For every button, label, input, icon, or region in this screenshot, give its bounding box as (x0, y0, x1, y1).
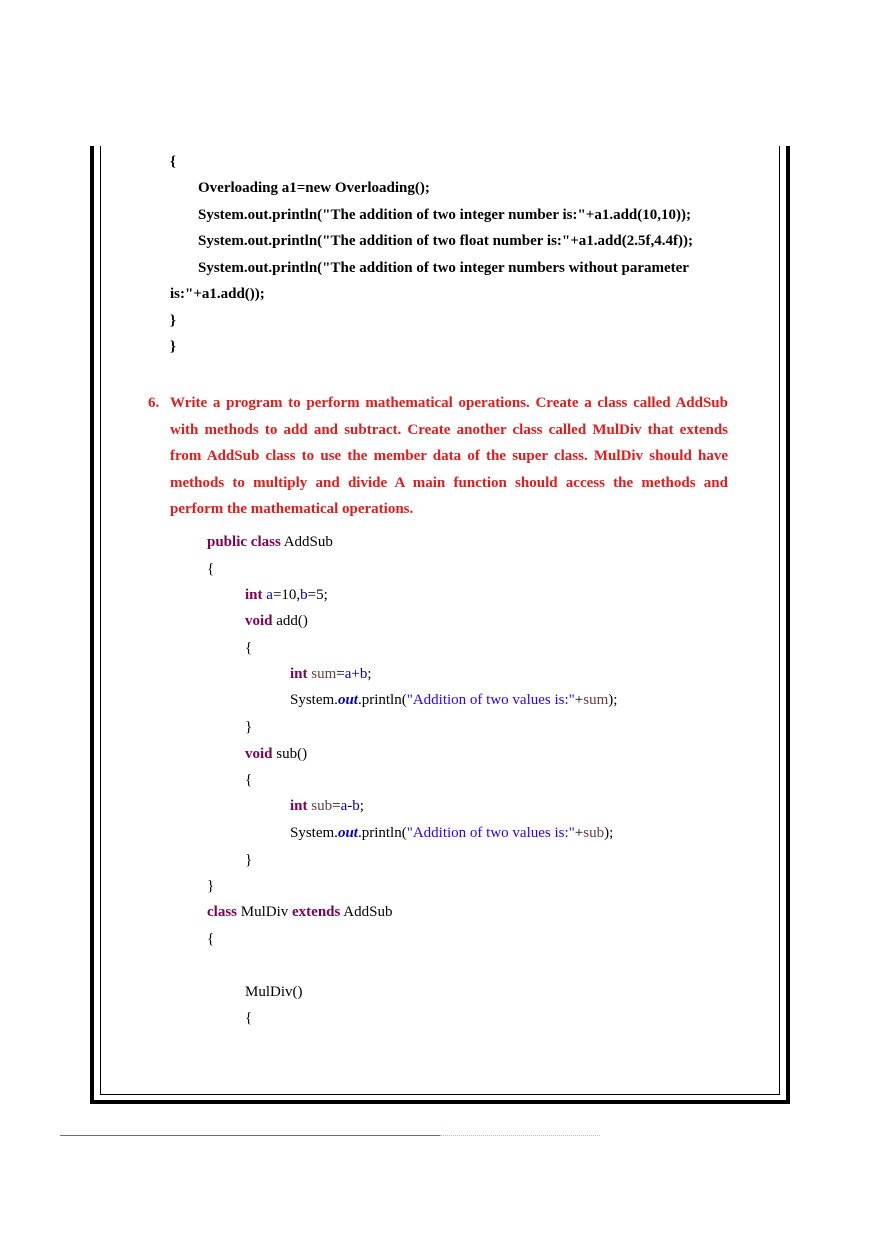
code-token: + (574, 692, 584, 708)
code-line: System.out.println("The addition of two integer numbers without parameter (198, 260, 689, 276)
code-token: .println( (357, 825, 407, 841)
field-name: b (300, 587, 308, 603)
string-literal: "Addition of two values is:" (406, 692, 575, 708)
keyword: class (207, 904, 237, 920)
variable-name: sub (583, 825, 605, 841)
code-line-sub-method (245, 745, 307, 763)
keyword: int (290, 666, 308, 682)
code-token: + (351, 666, 360, 682)
keyword: extends (292, 904, 341, 920)
code-token: - (347, 798, 353, 814)
code-line-class-addsub (207, 533, 333, 551)
code-line-class-muldiv (207, 903, 392, 921)
code-line: } (245, 852, 253, 868)
code-token: =10, (272, 587, 301, 603)
code-line-sub (290, 797, 364, 815)
code-line: System.out.println("The addition of two float number is:"+a1.add(2.5f,4.4f)); (198, 233, 693, 249)
field-name: b (352, 798, 360, 814)
keyword: public (207, 534, 248, 550)
field-name: a (340, 798, 348, 814)
method-name: sub() (276, 746, 308, 762)
code-token: ; (367, 666, 372, 682)
code-token: System. (290, 692, 338, 708)
code-line: Overloading a1=new Overloading(); (198, 180, 430, 196)
code-line: is:"+a1.add()); (170, 286, 265, 302)
keyword: int (245, 587, 263, 603)
code-token: System. (290, 825, 338, 841)
code-token: = (332, 798, 341, 814)
code-line: } (170, 313, 176, 329)
code-line: } (170, 339, 176, 355)
field-name: b (359, 666, 368, 682)
field-name: a (344, 666, 352, 682)
code-token: =5; (307, 587, 328, 603)
out-field: out (337, 825, 358, 841)
code-token: ); (604, 825, 614, 841)
method-name: add() (276, 613, 308, 629)
code-line-fields (245, 586, 328, 604)
code-line: { (245, 1010, 253, 1026)
class-name: MulDiv (240, 904, 289, 920)
keyword: class (250, 534, 281, 550)
code-token: ; (359, 798, 364, 814)
code-line: { (170, 154, 176, 170)
code-line-println-sum (290, 691, 617, 709)
code-token: .println( (357, 692, 407, 708)
code-token: + (574, 825, 584, 841)
keyword: void (245, 613, 273, 629)
variable-name: sum (311, 666, 337, 682)
code-line-constructor: MulDiv() (245, 984, 303, 1000)
footer-rule (60, 1135, 440, 1136)
question-number: 6. (148, 395, 160, 411)
class-name: AddSub (343, 904, 393, 920)
string-literal: "Addition of two values is:" (406, 825, 575, 841)
code-line: } (207, 878, 215, 894)
out-field: out (337, 692, 358, 708)
code-line-add-method (245, 612, 308, 630)
question-text: Write a program to perform mathematical operations. Create a class called AddSub with methods to add and subtract. Create another class called MulDiv that extends from AddSub class to use the member data of the super class. MulDiv should have methods to multiply and divide A main function should access the methods and perform the mathematical operations. (170, 395, 728, 517)
variable-name: sub (311, 798, 333, 814)
code-line: } (245, 719, 253, 735)
code-token: = (336, 666, 345, 682)
code-line: System.out.println("The addition of two integer number is:"+a1.add(10,10)); (198, 207, 692, 223)
variable-name: sum (583, 692, 609, 708)
code-line: { (207, 931, 215, 947)
code-line-println-sub (290, 824, 613, 842)
code-line-sum (290, 665, 372, 683)
field-name: a (266, 587, 273, 603)
code-line: { (245, 772, 253, 788)
footer-rule-dotted (440, 1135, 600, 1137)
keyword: int (290, 798, 308, 814)
code-line: { (245, 640, 253, 656)
keyword: void (245, 746, 273, 762)
class-name: AddSub (283, 534, 333, 550)
code-line: { (207, 561, 215, 577)
code-token: ); (608, 692, 618, 708)
